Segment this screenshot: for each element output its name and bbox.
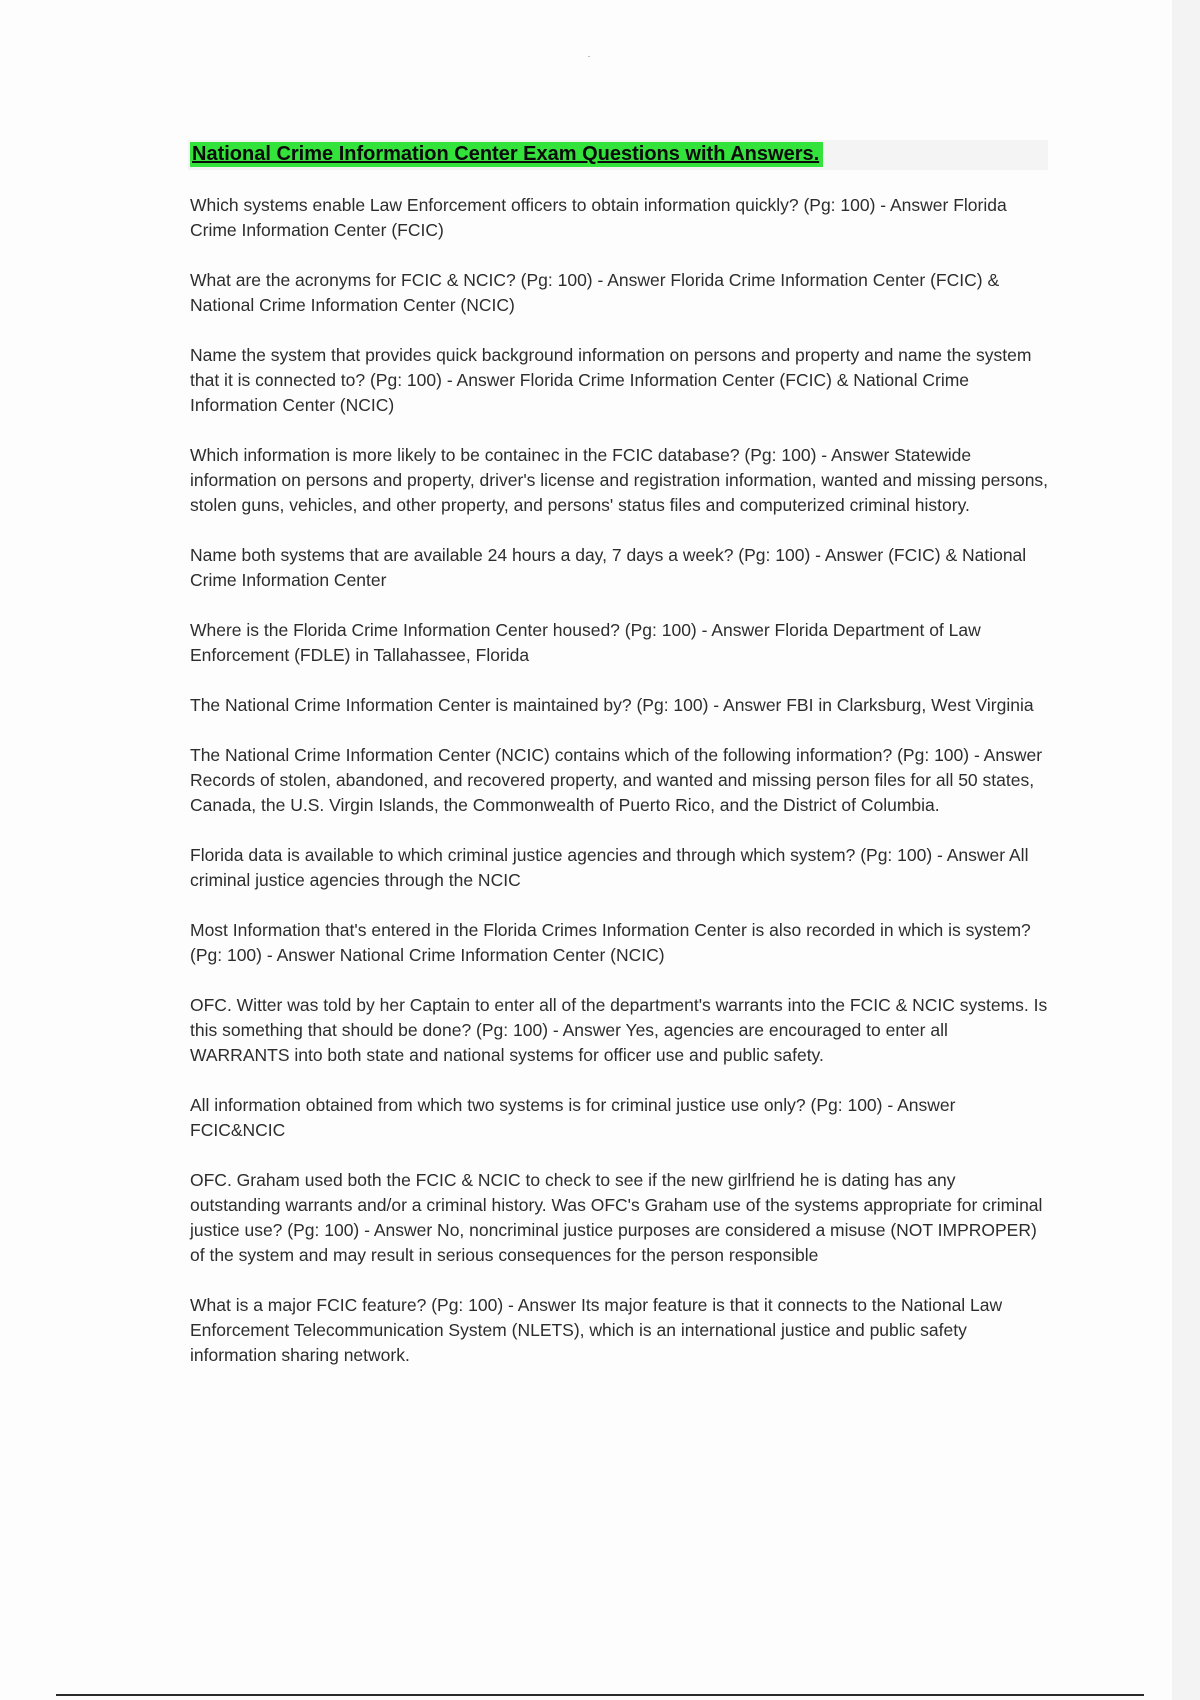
qa-item-7: The National Crime Information Center is maintained by? (Pg: 100) - Answer FBI in Clarksburg, West Virginia bbox=[190, 695, 1034, 715]
qa-item-9: Florida data is available to which criminal justice agencies and through which system? (Pg: 100) - Answer All criminal justice agencies through the NCIC bbox=[190, 845, 1029, 890]
scan-speck bbox=[588, 56, 590, 57]
qa-item-10: Most Information that's entered in the Florida Crimes Information Center is also recorded in which is system? (Pg: 100) - Answer National Crime Information Center (NCIC) bbox=[190, 920, 1031, 965]
qa-item-4: Which information is more likely to be containec in the FCIC database? (Pg: 100) - Answer Statewide information on persons and property, driver's license and registration information, wanted and missing persons, stolen guns, vehicles, and other property, and persons' status files and computerized criminal history. bbox=[190, 445, 1049, 515]
footer-rule bbox=[56, 1694, 1144, 1696]
qa-item-11: OFC. Witter was told by her Captain to enter all of the department's warrants into the FCIC & NCIC systems. Is this something that should be done? (Pg: 100) - Answer Yes, agencies are encouraged to enter all WARRANTS into both state and national systems for officer use and public safety. bbox=[190, 995, 1048, 1065]
qa-item-8: The National Crime Information Center (NCIC) contains which of the following information? (Pg: 100) - Answer Records of stolen, abandoned, and recovered property, and wanted and missing person files for all 50 states, Canada, the U.S. Virgin Islands, the Commonwealth of Puerto Rico, and the District of Columbia. bbox=[190, 745, 1043, 815]
qa-item-14: What is a major FCIC feature? (Pg: 100) - Answer Its major feature is that it connects to the National Law Enforcement Telecommunication System (NLETS), which is an international justice and public safety information sharing network. bbox=[190, 1295, 1003, 1365]
qa-item-13: OFC. Graham used both the FCIC & NCIC to check to see if the new girlfriend he is dating has any outstanding warrants and/or a criminal history. Was OFC's Graham use of the systems appropriate for criminal justice use? (Pg: 100) - Answer No, noncriminal justice purposes are considered a misuse (NOT IMPROPER) of the system and may result in serious consequences for the person responsible bbox=[190, 1170, 1043, 1265]
qa-item-12: All information obtained from which two systems is for criminal justice use only? (Pg: 100) - Answer FCIC&NCIC bbox=[190, 1095, 956, 1140]
page-gutter bbox=[1172, 0, 1200, 1700]
document-title: National Crime Information Center Exam Questions with Answers. bbox=[190, 142, 823, 167]
qa-list bbox=[190, 193, 1050, 1393]
qa-item-6: Where is the Florida Crime Information Center housed? (Pg: 100) - Answer Florida Department of Law Enforcement (FDLE) in Tallahassee, Florida bbox=[190, 620, 981, 665]
qa-item-2: What are the acronyms for FCIC & NCIC? (Pg: 100) - Answer Florida Crime Information Center (FCIC) & National Crime Information Center (NCIC) bbox=[190, 270, 1000, 315]
qa-item-5: Name both systems that are available 24 hours a day, 7 days a week? (Pg: 100) - Answer (FCIC) & National Crime Information Center bbox=[190, 545, 1027, 590]
qa-item-1: Which systems enable Law Enforcement officers to obtain information quickly? (Pg: 100) - Answer Florida Crime Information Center (FCIC) bbox=[190, 195, 1007, 240]
qa-item-3: Name the system that provides quick background information on persons and property and name the system that it is connected to? (Pg: 100) - Answer Florida Crime Information Center (FCIC) & National Crime Information Center (NCIC) bbox=[190, 345, 1032, 415]
